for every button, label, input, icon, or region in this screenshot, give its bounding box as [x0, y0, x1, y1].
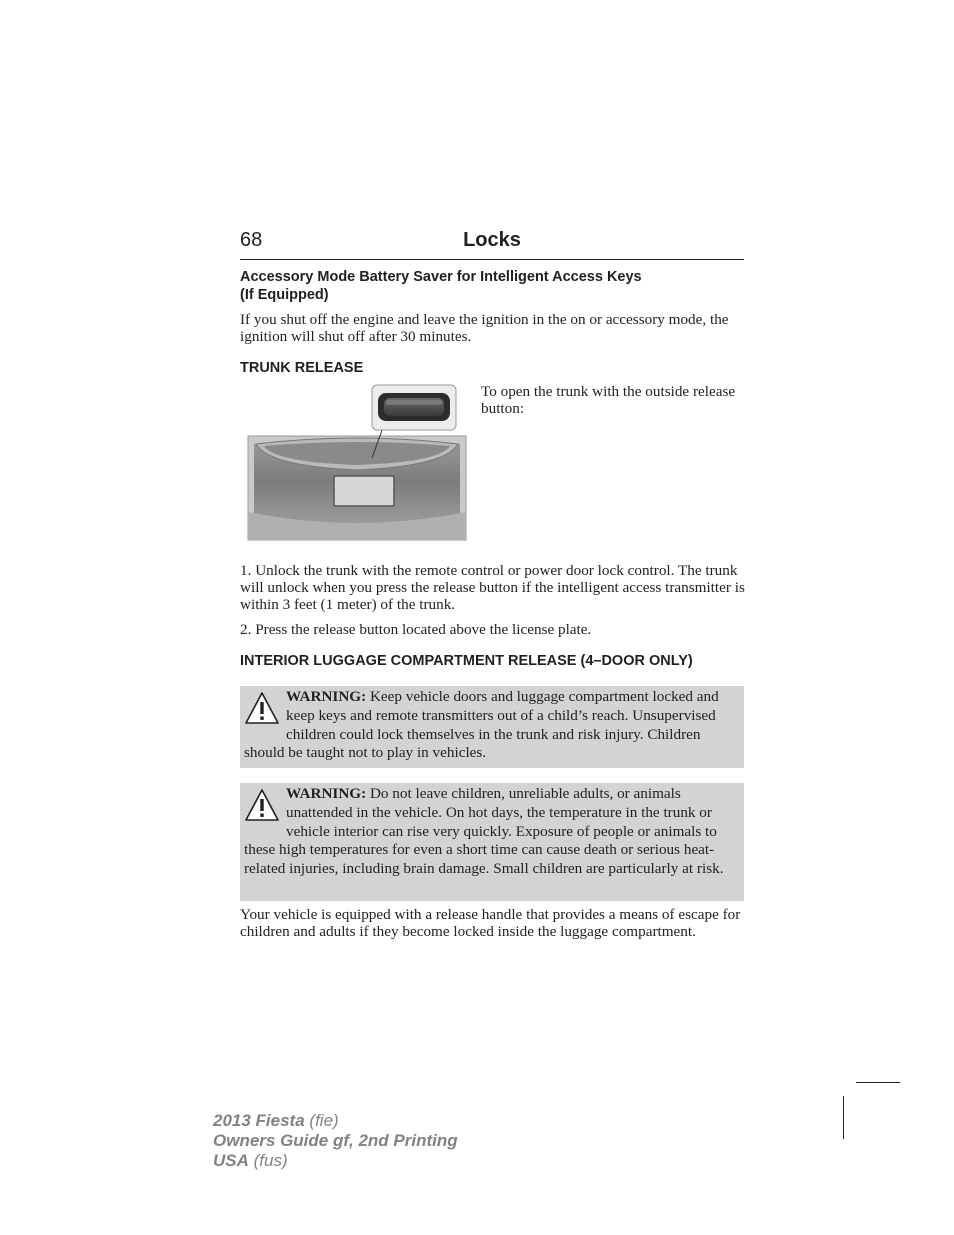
heading-line-2: (If Equipped)	[240, 287, 329, 303]
footer-model-code: (fie)	[304, 1111, 339, 1130]
footer-line-1	[213, 1111, 458, 1131]
trunk-release-heading: TRUNK RELEASE	[240, 360, 364, 376]
crop-mark-vertical	[843, 1096, 844, 1139]
footer-market: USA	[213, 1151, 249, 1170]
section-heading-battery-saver	[240, 268, 744, 304]
page-number: 68	[240, 229, 263, 251]
interior-release-heading: INTERIOR LUGGAGE COMPARTMENT RELEASE (4–DOOR ONLY)	[240, 653, 693, 669]
warning-triangle-icon	[244, 690, 280, 726]
footer-market-code: (fus)	[248, 1151, 288, 1170]
warning-1-text	[244, 688, 738, 763]
trunk-release-intro: To open the trunk with the outside release button:	[481, 383, 736, 417]
warning-2-body: Do not leave children, unreliable adults, or animals unattended in the vehicle. On hot days, the temperature in the trunk or vehicle interior can rise very quickly. Exposure of people or animals to these high temperatures for even a short time can cause death or serious heat-related injuries, including brain damage. Small children are particularly at risk.	[244, 785, 724, 878]
footer-line-2: Owners Guide gf, 2nd Printing	[213, 1131, 458, 1150]
footer-line-3	[213, 1151, 458, 1171]
warning-box-1	[240, 686, 744, 768]
trunk-step-1: 1. Unlock the trunk with the remote control or power door lock control. The trunk will unlock when you press the release button if the intelligent access transmitter is within 3 feet (1 meter) of the trunk.	[240, 562, 745, 613]
trunk-step-2: 2. Press the release button located above the license plate.	[240, 621, 592, 638]
footer-imprint	[213, 1111, 458, 1171]
header-rule	[240, 259, 744, 260]
page-title: Locks	[463, 229, 521, 251]
warning-box-2	[240, 783, 744, 901]
heading-line-1: Accessory Mode Battery Saver for Intelligent Access Keys	[240, 269, 642, 285]
warning-2-label: WARNING:	[286, 785, 367, 802]
warning-1-body: Keep vehicle doors and luggage compartment locked and keep keys and remote transmitters out of a child’s reach. Unsupervised children could lock themselves in the trunk and risk injury. Children should be taught not to play in vehicles.	[244, 688, 719, 762]
crop-mark-horizontal	[856, 1082, 900, 1083]
warning-2-text	[244, 785, 738, 879]
interior-release-text: Your vehicle is equipped with a release handle that provides a means of escape for children and adults if they become locked inside the luggage compartment.	[240, 906, 741, 940]
footer-model: 2013 Fiesta	[213, 1111, 305, 1130]
trunk-release-illustration	[246, 384, 468, 542]
warning-triangle-icon	[244, 787, 280, 823]
warning-1-label: WARNING:	[286, 688, 367, 705]
battery-saver-text: If you shut off the engine and leave the ignition in the on or accessory mode, the ignition will shut off after 30 minutes.	[240, 311, 729, 345]
